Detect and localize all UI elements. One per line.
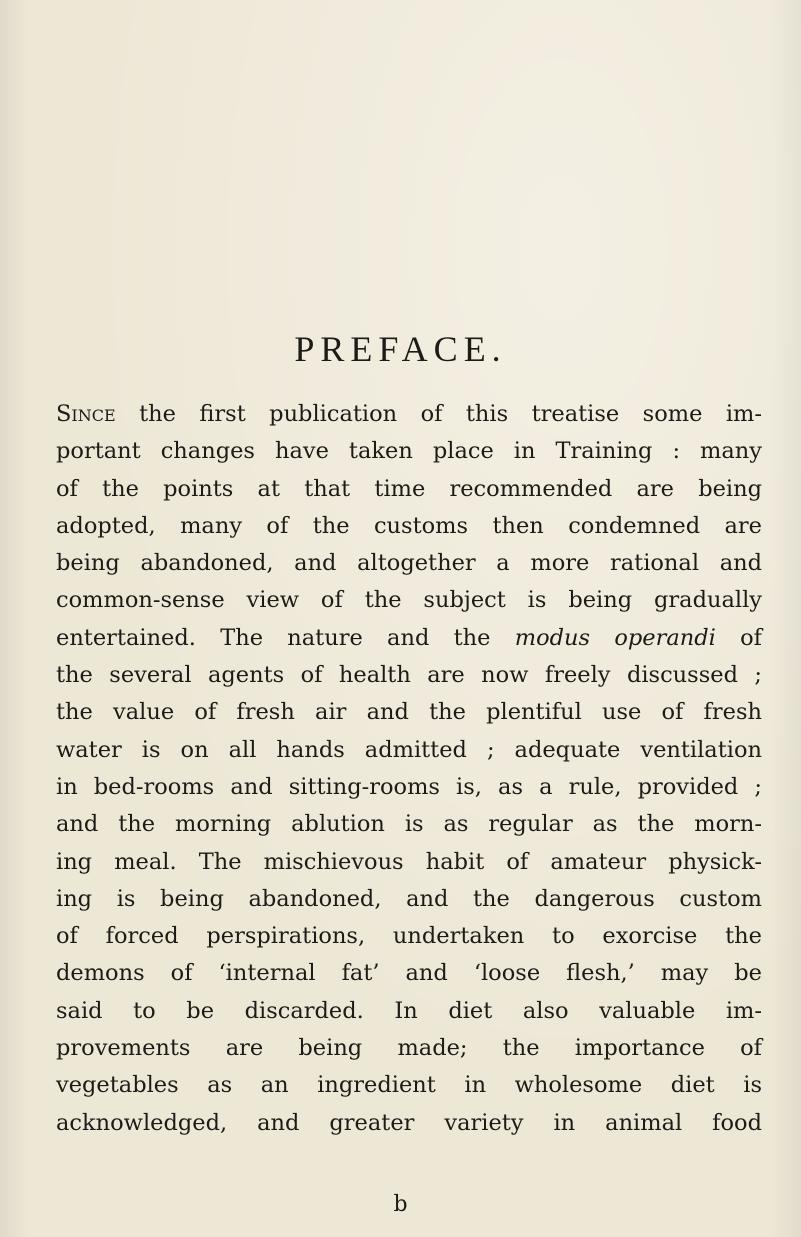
- page-title: PREFACE.: [294, 329, 507, 369]
- line-text: the first publication of this treatise some im-: [115, 401, 762, 427]
- lead-word: Since: [56, 401, 116, 427]
- text-line: portant changes have taken place in Training : many: [56, 438, 762, 465]
- text-line: [56, 396, 762, 433]
- text-line: ing meal. The mischievous habit of amateur physick-: [56, 848, 762, 875]
- text-line: vegetables as an ingredient in wholesome diet is: [56, 1072, 762, 1099]
- text-line: being abandoned, and altogether a more rational and: [56, 550, 762, 577]
- text-line: of the points at that time recommended are being: [56, 475, 762, 502]
- preface-paragraph: [56, 396, 762, 1142]
- text-line: acknowledged, and greater variety in animal food: [56, 1109, 762, 1136]
- line-text-after: of: [715, 624, 762, 651]
- text-line: provements are being made; the importance of: [56, 1035, 762, 1062]
- text-line: the several agents of health are now freely discussed ;: [56, 662, 762, 689]
- text-line: of forced perspirations, undertaken to exorcise the: [56, 923, 762, 950]
- text-line: [56, 620, 762, 657]
- line-text: entertained. The nature and the: [56, 624, 515, 651]
- text-line: the value of fresh air and the plentiful use of fresh: [56, 699, 762, 726]
- text-line: and the morning ablution is as regular as the morn-: [56, 811, 762, 838]
- text-line: in bed-rooms and sitting-rooms is, as a rule, provided ;: [56, 773, 762, 800]
- text-line: common-sense view of the subject is being gradually: [56, 587, 762, 614]
- text-line: adopted, many of the customs then condemned are: [56, 512, 762, 539]
- text-line: said to be discarded. In diet also valuable im-: [56, 997, 762, 1024]
- text-line: ing is being abandoned, and the dangerous custom: [56, 885, 762, 912]
- signature-mark: b: [393, 1192, 408, 1217]
- text-line: demons of ‘internal fat’ and ‘loose flesh,’ may be: [56, 960, 762, 987]
- text-line: water is on all hands admitted ; adequate ventilation: [56, 736, 762, 763]
- italic-phrase: modus operandi: [514, 624, 716, 651]
